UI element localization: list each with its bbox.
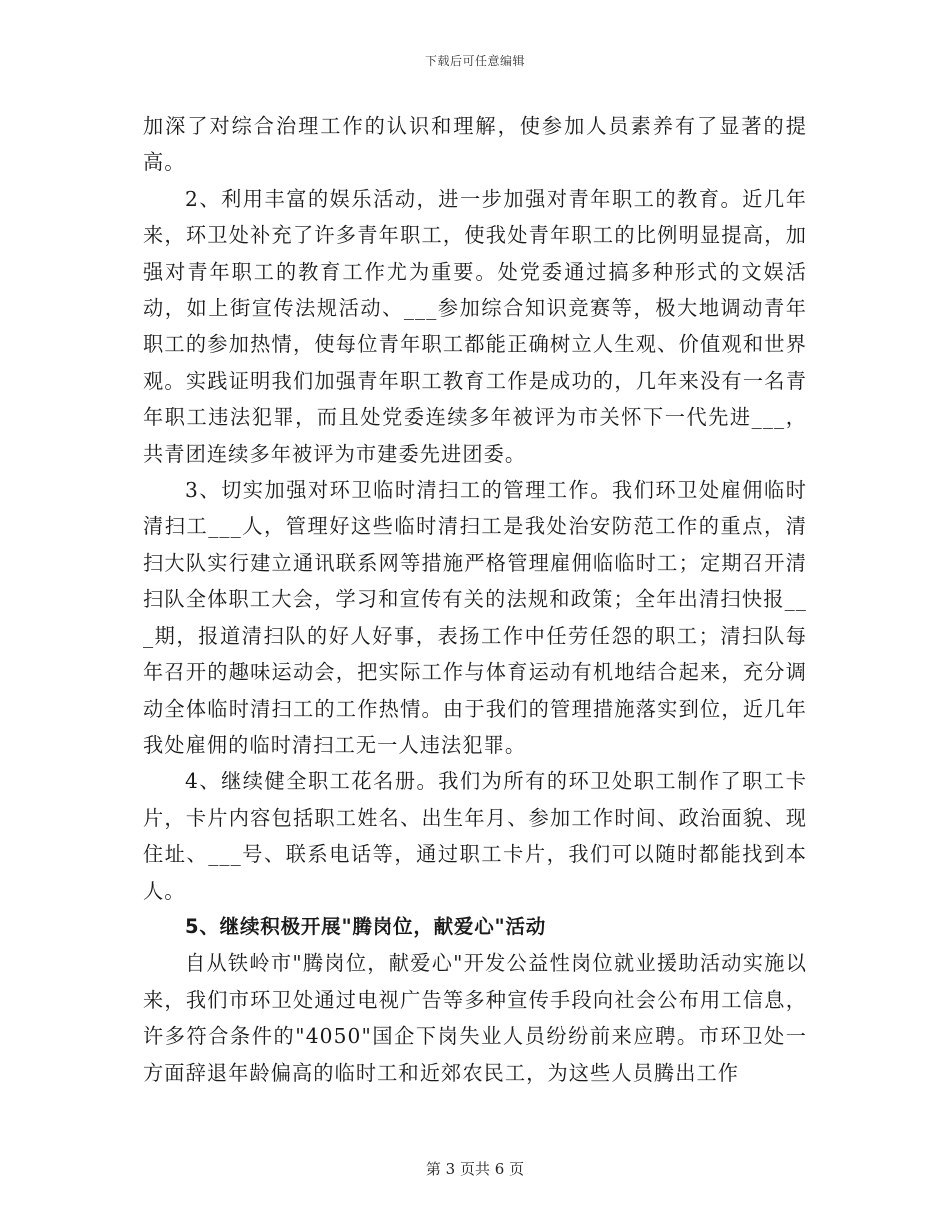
section-heading: 5、继续积极开展"腾岗位，献爱心"活动 — [185, 914, 547, 938]
page-header: 下载后可任意编辑 — [424, 54, 525, 68]
paragraph-youth-education: 2、利用丰富的娱乐活动，进一步加强对青年职工的教育。近几年来，环卫处补充了许多青年职工，使我处青年职工的比例明显提高，加强对青年职工的教育工作尤为重要。处党委通过搞多种形式的文娱活动，如上街宣传法规活动、___参加综合知识竞赛等，极大地调动青年职工的参加热情，使每位青年职工都能正确树立人生观、价值观和世界观。实践证明我们加强青年职工教育工作是成功的，几年来没有一名青年职工违法犯罪，而且处党委连续多年被评为市关怀下一代先进___，共青团连续多年被评为市建委先进团委。 — [143, 186, 807, 466]
document-body — [143, 108, 807, 1091]
paragraph-job-assistance: 自从铁岭市"腾岗位，献爱心"开发公益性岗位就业援助活动实施以来，我们市环卫处通过电视广告等多种宣传手段向社会公布用工信息，许多符合条件的"4050"国企下岗失业人员纷纷前来应聘。市环卫处一方面辞退年龄偏高的临时工和近郊农民工，为这些人员腾出工作 — [143, 951, 807, 1085]
page-footer: 第 3 页共 6 页 — [425, 1160, 525, 1178]
paragraph-continued: 加深了对综合治理工作的认识和理解，使参加人员素养有了显著的提高。 — [143, 114, 807, 175]
paragraph-staff-roster: 4、继续健全职工花名册。我们为所有的环卫处职工制作了职工卡片，卡片内容包括职工姓名、出生年月、参加工作时间、政治面貌、现住址、___号、联系电话等，通过职工卡片，我们可以随时都能找到本人。 — [143, 769, 807, 903]
paragraph-temp-cleaners: 3、切实加强对环卫临时清扫工的管理工作。我们环卫处雇佣临时清扫工___人，管理好这些临时清扫工是我处治安防范工作的重点，清扫大队实行建立通讯联系网等措施严格管理雇佣临临时工；定期召开清扫队全体职工大会，学习和宣传有关的法规和政策；全年出清扫快报___期，报道清扫队的好人好事，表扬工作中任劳任怨的职工；清扫队每年召开的趣味运动会，把实际工作与体育运动有机地结合起来，充分调动全体临时清扫工的工作热情。由于我们的管理措施落实到位，近几年我处雇佣的临时清扫工无一人违法犯罪。 — [143, 478, 807, 757]
